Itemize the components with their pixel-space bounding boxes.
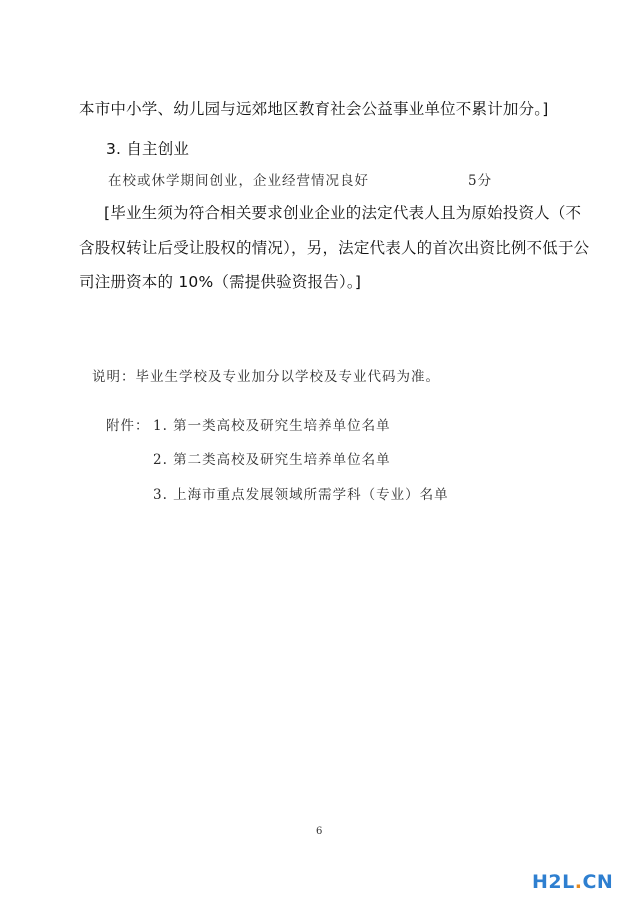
paragraph-line: [毕业生须为符合相关要求创业企业的法定代表人且为原始投资人（不 xyxy=(104,204,582,222)
criterion-score: 5分 xyxy=(468,173,493,189)
attachment-item: 3. 上海市重点发展领域所需学科（专业）名单 xyxy=(153,487,449,503)
attachments-label: 附件： xyxy=(106,418,150,434)
watermark-part: CN xyxy=(582,871,614,893)
site-watermark xyxy=(532,868,613,896)
paragraph-line: 本市中小学、幼儿园与远郊地区教育社会公益事业单位不累计加分。] xyxy=(79,100,549,118)
watermark-part: H2L xyxy=(532,871,575,893)
section-heading: 3. 自主创业 xyxy=(106,140,190,158)
paragraph-line: 司注册资本的 10%（需提供验资报告）。] xyxy=(79,273,362,291)
attachment-item: 1. 第一类高校及研究生培养单位名单 xyxy=(153,418,391,434)
criterion-text: 在校或休学期间创业，企业经营情况良好 xyxy=(108,173,369,189)
page-number: 6 xyxy=(316,826,323,837)
paragraph-line: 含股权转让后受让股权的情况），另，法定代表人的首次出资比例不低于公 xyxy=(79,239,590,257)
watermark-part: . xyxy=(574,871,583,893)
note-text: 说明：毕业生学校及专业加分以学校及专业代码为准。 xyxy=(92,369,440,385)
attachment-item: 2. 第二类高校及研究生培养单位名单 xyxy=(153,452,391,468)
